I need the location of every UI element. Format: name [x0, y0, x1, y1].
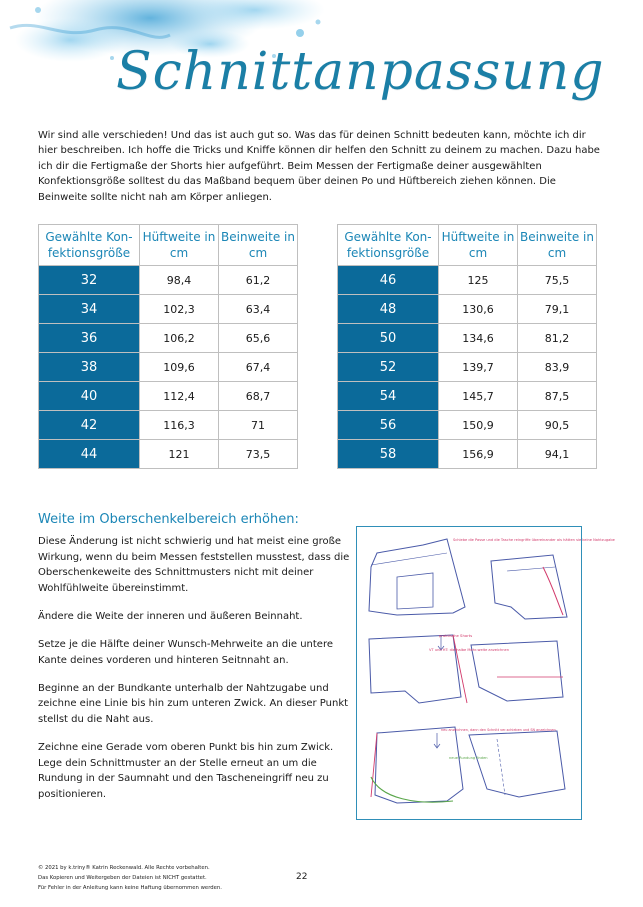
size-cell: 36 [39, 324, 140, 353]
figure-note: neu anzeichnen, dann den Schnitt ver-schieben und SN anzeichnen [441, 728, 556, 732]
size-cell: 58 [338, 440, 439, 469]
table-row [338, 266, 597, 295]
hip-cell: 109,6 [140, 353, 219, 382]
instruction-paragraph: Zeichne eine Gerade vom oberen Punkt bis hin zum Zwick. Lege dein Schnittmuster an der Stelle erneut an um die Rundung in der Saumnaht und den Tascheneingriff neu zu positionieren. [38, 741, 334, 800]
size-cell: 54 [338, 382, 439, 411]
header-leg: Beinweite in cm [518, 225, 597, 266]
figure-note: Schiebe die Passe und die Tasche reingriffe übereinander als hätten sie keine Nahtzugabe [453, 538, 615, 542]
table-row [39, 382, 298, 411]
figure-note: praktische Shorts [439, 633, 473, 638]
leg-cell: 75,5 [518, 266, 597, 295]
size-cell: 56 [338, 411, 439, 440]
intro-paragraph: Wir sind alle verschieden! Und das ist auch gut so. Was das für deinen Schnitt bedeuten kann, möchte ich dir hier beschreiben. Ich hoffe die Tricks und Kniffe können dir helfen den Schnitt zu deinem zu machen. Dazu habe ich dir die Fertigmaße der Shorts hier aufgeführt. Beim Messen der Fertigmaße deiner ausgewählten Konfektionsgröße solltest du das Maßband bequem über deinen Po und Hüftbereich ziehen können. Die Beinweite sollte nicht nah am Körper anliegen. [38, 130, 600, 203]
section-title: Weite im Oberschenkelbereich erhöhen: [38, 512, 299, 527]
size-cell: 32 [39, 266, 140, 295]
hip-cell: 102,3 [140, 295, 219, 324]
table-row [39, 324, 298, 353]
hip-cell: 145,7 [439, 382, 518, 411]
size-cell: 46 [338, 266, 439, 295]
footer-line: © 2021 by k.triny® Katrin Reckenwald. Alle Rechte vorbehalten. [38, 865, 210, 871]
size-table-right [337, 224, 597, 469]
leg-cell: 79,1 [518, 295, 597, 324]
table-row [338, 440, 597, 469]
size-cell: 52 [338, 353, 439, 382]
header-leg: Beinweite in cm [219, 225, 298, 266]
footer-line: Das Kopieren und Weitergeben der Dateien ist NICHT gestattet. [38, 875, 207, 882]
instruction-paragraph: Beginne an der Bundkante unterhalb der Nahtzugabe und zeichne eine Linie bis hin zum unteren Zwick. An dieser Punkt stellst du die Naht aus. [38, 682, 349, 725]
pattern-illustration [356, 526, 615, 820]
pattern-drawing [357, 527, 615, 819]
header-hip: Hüftweite in cm [439, 225, 518, 266]
size-cell: 34 [39, 295, 140, 324]
figure-note: VT und HT: die halbe Mehr-weite anzeichnen [429, 648, 510, 652]
page-title: Schnittanpassung [116, 42, 605, 102]
hip-cell: 112,4 [140, 382, 219, 411]
leg-cell: 87,5 [518, 382, 597, 411]
leg-cell: 67,4 [219, 353, 298, 382]
leg-cell: 73,5 [219, 440, 298, 469]
hip-cell: 150,9 [439, 411, 518, 440]
table-row [338, 353, 597, 382]
table-row [39, 440, 298, 469]
size-table-left [38, 224, 298, 469]
leg-cell: 94,1 [518, 440, 597, 469]
hip-cell: 98,4 [140, 266, 219, 295]
leg-cell: 68,7 [219, 382, 298, 411]
hip-cell: 106,2 [140, 324, 219, 353]
header-size: Gewählte Kon-fektionsgröße [39, 225, 140, 266]
leg-cell: 65,6 [219, 324, 298, 353]
instruction-paragraph: Setze je die Hälfte deiner Wunsch-Mehrweite an die untere Kante deines vorderen und hinteren Seitnnaht an. [38, 638, 333, 666]
table-row [39, 411, 298, 440]
hip-cell: 121 [140, 440, 219, 469]
hip-cell: 125 [439, 266, 518, 295]
leg-cell: 61,2 [219, 266, 298, 295]
table-row [338, 295, 597, 324]
header-size: Gewählte Kon-fektionsgröße [338, 225, 439, 266]
hip-cell: 116,3 [140, 411, 219, 440]
header-hip: Hüftweite in cm [140, 225, 219, 266]
size-cell: 48 [338, 295, 439, 324]
instructions [38, 534, 350, 815]
size-cell: 42 [39, 411, 140, 440]
leg-cell: 71 [219, 411, 298, 440]
hip-cell: 156,9 [439, 440, 518, 469]
figure-note: neue Rundung finden [449, 756, 488, 760]
leg-cell: 90,5 [518, 411, 597, 440]
table-row [39, 295, 298, 324]
hip-cell: 134,6 [439, 324, 518, 353]
copyright-footer [38, 863, 222, 894]
size-cell: 44 [39, 440, 140, 469]
leg-cell: 81,2 [518, 324, 597, 353]
size-cell: 38 [39, 353, 140, 382]
footer-line: Für Fehler in der Anleitung kann keine Haftung übernommen werden. [38, 885, 222, 892]
instruction-paragraph: Ändere die Weite der inneren und äußeren Beinnaht. [38, 610, 303, 622]
instruction-paragraph: Diese Änderung ist nicht schwierig und hat meist eine große Wirkung, wenn du beim Messen feststellen musstest, dass die Oberschenkeweite des Schnittmusters nicht mit deiner Wohlfühlweite übereinstimmt. [38, 536, 350, 594]
page-number: 22 [296, 872, 308, 882]
hip-cell: 130,6 [439, 295, 518, 324]
table-row [338, 382, 597, 411]
hip-cell: 139,7 [439, 353, 518, 382]
table-row [39, 353, 298, 382]
table-row [338, 411, 597, 440]
size-cell: 50 [338, 324, 439, 353]
leg-cell: 63,4 [219, 295, 298, 324]
table-row [39, 266, 298, 295]
leg-cell: 83,9 [518, 353, 597, 382]
table-row [338, 324, 597, 353]
size-cell: 40 [39, 382, 140, 411]
